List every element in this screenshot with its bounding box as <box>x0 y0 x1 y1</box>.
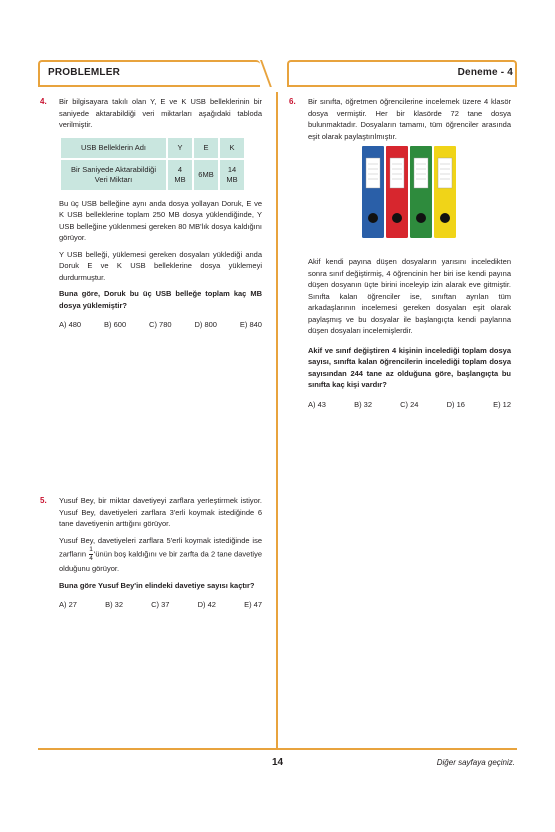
q5-question: Buna göre Yusuf Bey'in elindeki davetiye sayısı kaçtır? <box>59 580 255 590</box>
q4-paragraph-1: Bu üç USB belleğine aynı anda dosya yollayan Doruk, E ve K USB belleklerine toplam 250 MB dosya yüklendiğinde, Y USB belleğine yüklenmesi gereken 80 MB'lık dosya kaldığını görüyor. <box>59 198 262 242</box>
binder-green <box>410 146 432 238</box>
header-underline-right <box>287 85 517 87</box>
q4-option-e[interactable]: E) 840 <box>239 320 262 329</box>
exam-title: Deneme - 4 <box>457 67 513 78</box>
usb-table-row-label: Bir Saniyede Aktarabildiği Veri Miktarı <box>61 160 166 190</box>
q6-options <box>308 399 511 411</box>
next-page-note: Diğer sayfaya geçiniz. <box>436 758 515 767</box>
question-number-6: 6. <box>289 97 296 106</box>
question-6 <box>308 256 511 410</box>
q4-intro: Bir bilgisayara takılı olan Y, E ve K USB belleklerinin bir saniyede aktarabildiği veri miktarları aşağıdaki tabloda verilmiştir. <box>59 97 262 129</box>
q4-paragraph-2: Y USB belleği, yüklemesi gereken dosyaları yüklediği anda Doruk E ve K USB belleklerine dosya yüklemeyi durdurmuştur. <box>59 249 262 282</box>
binders-illustration <box>360 146 458 240</box>
q5-option-a[interactable]: A) 27 <box>59 600 77 609</box>
q6-option-c[interactable]: C) 24 <box>400 399 419 409</box>
q4-option-b[interactable]: B) 600 <box>104 320 127 329</box>
column-divider <box>276 92 278 748</box>
q5-paragraph-2a: Yusuf Bey, davetiyeleri zarflara 5'erli koymak istediğinde ise zarfların <box>59 535 262 559</box>
q6-option-e[interactable]: E) 12 <box>493 399 511 409</box>
question-4 <box>59 96 262 331</box>
q4-option-a[interactable]: A) 480 <box>59 320 82 329</box>
binder-blue <box>362 146 384 238</box>
q4-options <box>59 319 262 331</box>
q4-option-d[interactable]: D) 800 <box>194 320 217 329</box>
q5-paragraph-2 <box>59 535 262 575</box>
q6-option-a[interactable]: A) 43 <box>308 399 326 409</box>
q5-paragraph-2b: 'ünün boş kaldığını ve bir zarfta da 2 tane davetiye olduğunu görüyor. <box>59 549 262 573</box>
q5-option-b[interactable]: B) 32 <box>105 600 123 609</box>
q6-option-d[interactable]: D) 16 <box>446 399 465 409</box>
q6-intro: Bir sınıfta, öğretmen öğrencilerine incelemek üzere 4 klasör dosya vermiştir. Her bir klasörde 72 tane dosya bulunmaktadır. Dosyaların tamamı, tüm öğrenciler arasında eşit olarak paylaştırılmıştır. <box>308 97 511 141</box>
usb-table-value-k: 14 MB <box>220 160 244 190</box>
question-number-5: 5. <box>40 496 47 505</box>
question-6-intro <box>308 96 511 147</box>
q6-paragraph-1: Akif kendi payına düşen dosyaların yarısını inceledikten sonra sınıf değiştirmiş, 4 öğrencinin her biri ise kendi payına düşen dosyanın üçte birini inceleyip izin alarak eve gitmiştir. Sınıfta kalan öğrenciler ise, sınıftan ayrılan tüm arkadaşlarının incelemesi gereken dosyaları eşit olarak paylaşmış ve bu dosyalar ile başlangıçta kendi paylarına düşen dosyaları incelemişlerdir. <box>308 257 511 335</box>
q6-question: Akif ve sınıf değiştiren 4 kişinin incelediği toplam dosya sayısı, sınıfta kalan öğrencilerin incelediği toplam dosya sayısından 244 tane az olduğuna göre, başlangıçta bu sınıfta kaç kişi vardır? <box>308 345 511 389</box>
q5-fraction <box>89 546 93 563</box>
q5-option-d[interactable]: D) 42 <box>197 600 216 609</box>
footer-line <box>38 748 517 750</box>
header-underline-left <box>38 85 260 87</box>
q5-fraction-numerator: 1 <box>89 546 93 553</box>
q6-option-b[interactable]: B) 32 <box>354 399 372 409</box>
usb-table-value-y: 4 MB <box>168 160 192 190</box>
page-number: 14 <box>271 757 284 768</box>
usb-table-header-e: E <box>194 138 218 158</box>
q4-option-c[interactable]: C) 780 <box>149 320 172 329</box>
binder-yellow <box>434 146 456 238</box>
usb-table-header-k: K <box>220 138 244 158</box>
question-5 <box>59 495 262 611</box>
q5-option-c[interactable]: C) 37 <box>151 600 170 609</box>
q5-fraction-denominator: 4 <box>89 555 93 562</box>
q5-options <box>59 599 262 611</box>
usb-table-header-name: USB Belleklerin Adı <box>61 138 166 158</box>
section-title: PROBLEMLER <box>48 67 120 78</box>
question-number-4: 4. <box>40 97 47 106</box>
q5-option-e[interactable]: E) 47 <box>244 600 262 609</box>
usb-table-header-y: Y <box>168 138 192 158</box>
usb-table-value-e: 6MB <box>194 160 218 190</box>
q4-question: Buna göre, Doruk bu üç USB belleğe toplam kaç MB dosya yüklemiştir? <box>59 289 262 310</box>
q5-paragraph-1: Yusuf Bey, bir miktar davetiyeyi zarflara yerleştirmek istiyor. Yusuf Bey, davetiyeleri zarflara 3'erli koymak istediğinde 6 tane davetiyenin arttığını görüyor. <box>59 496 262 528</box>
binder-red <box>386 146 408 238</box>
usb-table <box>59 136 246 192</box>
